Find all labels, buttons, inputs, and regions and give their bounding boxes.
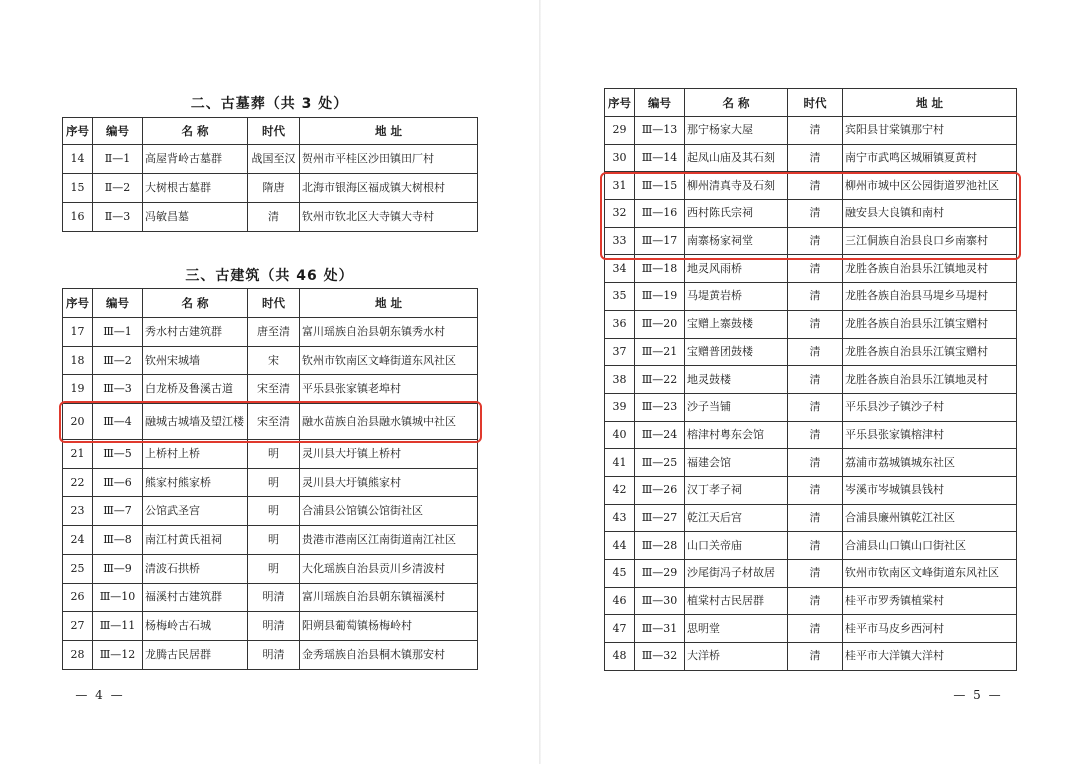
code-cell: Ⅲ—12 <box>93 640 143 669</box>
header-serial-number: 序号 <box>63 118 93 145</box>
era-cell: 清 <box>788 283 843 311</box>
header-address: 地 址 <box>300 118 478 145</box>
era-cell: 清 <box>788 560 843 588</box>
era-cell: 清 <box>788 476 843 504</box>
table-row <box>605 615 1017 643</box>
serial-number-cell: 37 <box>605 338 635 366</box>
era-cell: 宋 <box>248 346 300 375</box>
serial-number-cell: 32 <box>605 200 635 228</box>
table-row <box>63 612 478 641</box>
serial-number-cell: 24 <box>63 526 93 555</box>
header-era: 时代 <box>248 289 300 318</box>
header-address: 地 址 <box>843 89 1017 117</box>
code-cell: Ⅲ—7 <box>93 497 143 526</box>
table-row <box>605 643 1017 671</box>
table-row <box>63 174 478 203</box>
code-cell: Ⅲ—1 <box>93 318 143 347</box>
table-header-row <box>63 289 478 318</box>
serial-number-cell: 21 <box>63 440 93 469</box>
code-cell: Ⅲ—16 <box>635 200 685 228</box>
header-name: 名 称 <box>143 118 248 145</box>
serial-number-cell: 46 <box>605 587 635 615</box>
era-cell: 清 <box>788 393 843 421</box>
name-cell: 福溪村古建筑群 <box>143 583 248 612</box>
address-cell: 桂平市大洋镇大洋村 <box>843 643 1017 671</box>
serial-number-cell: 40 <box>605 421 635 449</box>
address-cell: 融水苗族自治县融水镇城中社区 <box>300 404 478 440</box>
code-cell: Ⅲ—9 <box>93 554 143 583</box>
name-cell: 起凤山庙及其石刻 <box>685 144 788 172</box>
header-code: 编号 <box>635 89 685 117</box>
address-cell: 钦州市钦南区文峰街道东风社区 <box>843 560 1017 588</box>
address-cell: 桂平市罗秀镇植棠村 <box>843 587 1017 615</box>
header-code: 编号 <box>93 289 143 318</box>
era-cell: 宋至清 <box>248 375 300 404</box>
era-cell: 清 <box>788 227 843 255</box>
address-cell: 平乐县沙子镇沙子村 <box>843 393 1017 421</box>
name-cell: 融城古城墙及望江楼 <box>143 404 248 440</box>
name-cell: 大洋桥 <box>685 643 788 671</box>
era-cell: 清 <box>788 532 843 560</box>
code-cell: Ⅲ—13 <box>635 117 685 145</box>
right-page <box>540 0 1080 764</box>
name-cell: 冯敏昌墓 <box>143 203 248 232</box>
name-cell: 榕津村粤东会馆 <box>685 421 788 449</box>
serial-number-cell: 25 <box>63 554 93 583</box>
address-cell: 荔浦市荔城镇城东社区 <box>843 449 1017 477</box>
code-cell: Ⅲ—26 <box>635 476 685 504</box>
serial-number-cell: 44 <box>605 532 635 560</box>
code-cell: Ⅱ—2 <box>93 174 143 203</box>
era-cell: 唐至清 <box>248 318 300 347</box>
name-cell: 柳州清真寺及石刻 <box>685 172 788 200</box>
table-row <box>605 310 1017 338</box>
name-cell: 高屋背岭古墓群 <box>143 145 248 174</box>
serial-number-cell: 38 <box>605 366 635 394</box>
code-cell: Ⅲ—5 <box>93 440 143 469</box>
address-cell: 灵川县大圩镇熊家村 <box>300 468 478 497</box>
code-cell: Ⅲ—6 <box>93 468 143 497</box>
era-cell: 明清 <box>248 583 300 612</box>
era-cell: 战国至汉 <box>248 145 300 174</box>
serial-number-cell: 35 <box>605 283 635 311</box>
address-cell: 贺州市平桂区沙田镇田厂村 <box>300 145 478 174</box>
code-cell: Ⅲ—27 <box>635 504 685 532</box>
page-number-left: — 4 — <box>75 688 125 702</box>
code-cell: Ⅱ—1 <box>93 145 143 174</box>
header-serial-number: 序号 <box>605 89 635 117</box>
address-cell: 合浦县公馆镇公馆街社区 <box>300 497 478 526</box>
serial-number-cell: 26 <box>63 583 93 612</box>
code-cell: Ⅲ—22 <box>635 366 685 394</box>
table-row <box>605 172 1017 200</box>
name-cell: 山口关帝庙 <box>685 532 788 560</box>
header-serial-number: 序号 <box>63 289 93 318</box>
ancient-tombs-table <box>62 117 478 232</box>
serial-number-cell: 30 <box>605 144 635 172</box>
code-cell: Ⅲ—32 <box>635 643 685 671</box>
era-cell: 清 <box>788 310 843 338</box>
table-row <box>605 200 1017 228</box>
address-cell: 平乐县张家镇榕津村 <box>843 421 1017 449</box>
table-row <box>605 421 1017 449</box>
address-cell: 阳朔县葡萄镇杨梅岭村 <box>300 612 478 641</box>
address-cell: 北海市银海区福成镇大树根村 <box>300 174 478 203</box>
name-cell: 那宁杨家大屋 <box>685 117 788 145</box>
serial-number-cell: 16 <box>63 203 93 232</box>
header-name: 名 称 <box>685 89 788 117</box>
serial-number-cell: 20 <box>63 404 93 440</box>
table-row <box>63 554 478 583</box>
table-row <box>605 366 1017 394</box>
era-cell: 明 <box>248 554 300 583</box>
section-title-ancient-buildings: 三、古建筑（共 46 处） <box>185 268 354 284</box>
era-cell: 清 <box>788 255 843 283</box>
serial-number-cell: 15 <box>63 174 93 203</box>
era-cell: 明 <box>248 497 300 526</box>
table-row <box>605 504 1017 532</box>
code-cell: Ⅲ—17 <box>635 227 685 255</box>
table-row <box>605 560 1017 588</box>
serial-number-cell: 34 <box>605 255 635 283</box>
table-row <box>605 393 1017 421</box>
name-cell: 南寨杨家祠堂 <box>685 227 788 255</box>
address-cell: 钦州市钦南区文峰街道东风社区 <box>300 346 478 375</box>
table-row <box>605 117 1017 145</box>
code-cell: Ⅲ—2 <box>93 346 143 375</box>
era-cell: 清 <box>788 172 843 200</box>
name-cell: 熊家村熊家桥 <box>143 468 248 497</box>
code-cell: Ⅲ—8 <box>93 526 143 555</box>
table-row <box>605 227 1017 255</box>
code-cell: Ⅲ—31 <box>635 615 685 643</box>
era-cell: 清 <box>788 615 843 643</box>
serial-number-cell: 23 <box>63 497 93 526</box>
section-title-ancient-tombs: 二、古墓葬（共 3 处） <box>190 96 349 112</box>
era-cell: 隋唐 <box>248 174 300 203</box>
ancient-buildings-table-left <box>62 288 478 670</box>
address-cell: 柳州市城中区公园街道罗池社区 <box>843 172 1017 200</box>
address-cell: 融安县大良镇和南村 <box>843 200 1017 228</box>
era-cell: 明 <box>248 468 300 497</box>
name-cell: 地灵风雨桥 <box>685 255 788 283</box>
serial-number-cell: 42 <box>605 476 635 504</box>
serial-number-cell: 39 <box>605 393 635 421</box>
serial-number-cell: 33 <box>605 227 635 255</box>
serial-number-cell: 29 <box>605 117 635 145</box>
address-cell: 灵川县大圩镇上桥村 <box>300 440 478 469</box>
name-cell: 南江村黄氏祖祠 <box>143 526 248 555</box>
serial-number-cell: 27 <box>63 612 93 641</box>
address-cell: 富川瑶族自治县朝东镇福溪村 <box>300 583 478 612</box>
table-row <box>63 203 478 232</box>
name-cell: 植棠村古民居群 <box>685 587 788 615</box>
name-cell: 上桥村上桥 <box>143 440 248 469</box>
name-cell: 秀水村古建筑群 <box>143 318 248 347</box>
name-cell: 乾江天后宫 <box>685 504 788 532</box>
code-cell: Ⅲ—18 <box>635 255 685 283</box>
code-cell: Ⅲ—3 <box>93 375 143 404</box>
table-row <box>605 476 1017 504</box>
table-header-row <box>63 118 478 145</box>
name-cell: 宝赠上寨鼓楼 <box>685 310 788 338</box>
name-cell: 沙尾街冯子材故居 <box>685 560 788 588</box>
serial-number-cell: 14 <box>63 145 93 174</box>
name-cell: 清波石拱桥 <box>143 554 248 583</box>
address-cell: 金秀瑶族自治县桐木镇那安村 <box>300 640 478 669</box>
table-row <box>63 640 478 669</box>
page-number-right: — 5 — <box>953 688 1003 702</box>
era-cell: 明 <box>248 440 300 469</box>
address-cell: 南宁市武鸣区城厢镇夏黄村 <box>843 144 1017 172</box>
code-cell: Ⅲ—29 <box>635 560 685 588</box>
table-row <box>63 583 478 612</box>
address-cell: 三江侗族自治县良口乡南寨村 <box>843 227 1017 255</box>
header-address: 地 址 <box>300 289 478 318</box>
code-cell: Ⅲ—11 <box>93 612 143 641</box>
era-cell: 清 <box>788 338 843 366</box>
table-row <box>605 532 1017 560</box>
code-cell: Ⅲ—21 <box>635 338 685 366</box>
header-era: 时代 <box>248 118 300 145</box>
code-cell: Ⅲ—4 <box>93 404 143 440</box>
name-cell: 龙腾古民居群 <box>143 640 248 669</box>
code-cell: Ⅲ—23 <box>635 393 685 421</box>
address-cell: 合浦县廉州镇乾江社区 <box>843 504 1017 532</box>
code-cell: Ⅲ—20 <box>635 310 685 338</box>
era-cell: 清 <box>788 144 843 172</box>
serial-number-cell: 48 <box>605 643 635 671</box>
serial-number-cell: 28 <box>63 640 93 669</box>
code-cell: Ⅲ—15 <box>635 172 685 200</box>
table-row <box>63 440 478 469</box>
name-cell: 西村陈氏宗祠 <box>685 200 788 228</box>
header-name: 名 称 <box>143 289 248 318</box>
header-code: 编号 <box>93 118 143 145</box>
address-cell: 大化瑶族自治县贡川乡清波村 <box>300 554 478 583</box>
serial-number-cell: 31 <box>605 172 635 200</box>
name-cell: 沙子当铺 <box>685 393 788 421</box>
table-row <box>63 526 478 555</box>
address-cell: 龙胜各族自治县乐江镇地灵村 <box>843 366 1017 394</box>
address-cell: 龙胜各族自治县乐江镇地灵村 <box>843 255 1017 283</box>
name-cell: 公馆武圣宫 <box>143 497 248 526</box>
era-cell: 清 <box>788 200 843 228</box>
code-cell: Ⅱ—3 <box>93 203 143 232</box>
era-cell: 明清 <box>248 640 300 669</box>
serial-number-cell: 47 <box>605 615 635 643</box>
table-row <box>605 144 1017 172</box>
era-cell: 清 <box>788 421 843 449</box>
table-row <box>605 587 1017 615</box>
serial-number-cell: 18 <box>63 346 93 375</box>
era-cell: 清 <box>788 366 843 394</box>
address-cell: 龙胜各族自治县乐江镇宝赠村 <box>843 338 1017 366</box>
name-cell: 福建会馆 <box>685 449 788 477</box>
era-cell: 明清 <box>248 612 300 641</box>
name-cell: 汉丁孝子祠 <box>685 476 788 504</box>
table-row <box>605 283 1017 311</box>
era-cell: 清 <box>788 117 843 145</box>
serial-number-cell: 45 <box>605 560 635 588</box>
address-cell: 龙胜各族自治县乐江镇宝赠村 <box>843 310 1017 338</box>
code-cell: Ⅲ—19 <box>635 283 685 311</box>
name-cell: 钦州宋城墙 <box>143 346 248 375</box>
name-cell: 白龙桥及鲁溪古道 <box>143 375 248 404</box>
serial-number-cell: 17 <box>63 318 93 347</box>
table-header-row <box>605 89 1017 117</box>
table-row <box>63 318 478 347</box>
table-row <box>605 449 1017 477</box>
code-cell: Ⅲ—10 <box>93 583 143 612</box>
era-cell: 清 <box>788 587 843 615</box>
era-cell: 清 <box>788 643 843 671</box>
code-cell: Ⅲ—24 <box>635 421 685 449</box>
era-cell: 明 <box>248 526 300 555</box>
name-cell: 马堤黄岩桥 <box>685 283 788 311</box>
address-cell: 桂平市马皮乡西河村 <box>843 615 1017 643</box>
serial-number-cell: 41 <box>605 449 635 477</box>
table-row <box>63 145 478 174</box>
serial-number-cell: 36 <box>605 310 635 338</box>
header-era: 时代 <box>788 89 843 117</box>
serial-number-cell: 43 <box>605 504 635 532</box>
code-cell: Ⅲ—28 <box>635 532 685 560</box>
address-cell: 富川瑶族自治县朝东镇秀水村 <box>300 318 478 347</box>
table-row <box>605 338 1017 366</box>
table-row <box>63 346 478 375</box>
ancient-buildings-table-right <box>604 88 1017 671</box>
address-cell: 龙胜各族自治县马堤乡马堤村 <box>843 283 1017 311</box>
era-cell: 清 <box>248 203 300 232</box>
era-cell: 清 <box>788 504 843 532</box>
code-cell: Ⅲ—30 <box>635 587 685 615</box>
address-cell: 平乐县张家镇老埠村 <box>300 375 478 404</box>
address-cell: 合浦县山口镇山口街社区 <box>843 532 1017 560</box>
name-cell: 地灵鼓楼 <box>685 366 788 394</box>
name-cell: 大树根古墓群 <box>143 174 248 203</box>
code-cell: Ⅲ—14 <box>635 144 685 172</box>
serial-number-cell: 22 <box>63 468 93 497</box>
table-row <box>63 375 478 404</box>
serial-number-cell: 19 <box>63 375 93 404</box>
address-cell: 贵港市港南区江南街道南江社区 <box>300 526 478 555</box>
table-row <box>63 497 478 526</box>
address-cell: 岑溪市岑城镇县钱村 <box>843 476 1017 504</box>
address-cell: 宾阳县甘棠镇那宁村 <box>843 117 1017 145</box>
table-row <box>63 404 478 440</box>
era-cell: 清 <box>788 449 843 477</box>
name-cell: 杨梅岭古石城 <box>143 612 248 641</box>
era-cell: 宋至清 <box>248 404 300 440</box>
table-row <box>63 468 478 497</box>
table-row <box>605 255 1017 283</box>
address-cell: 钦州市钦北区大寺镇大寺村 <box>300 203 478 232</box>
code-cell: Ⅲ—25 <box>635 449 685 477</box>
name-cell: 思明堂 <box>685 615 788 643</box>
name-cell: 宝赠普团鼓楼 <box>685 338 788 366</box>
